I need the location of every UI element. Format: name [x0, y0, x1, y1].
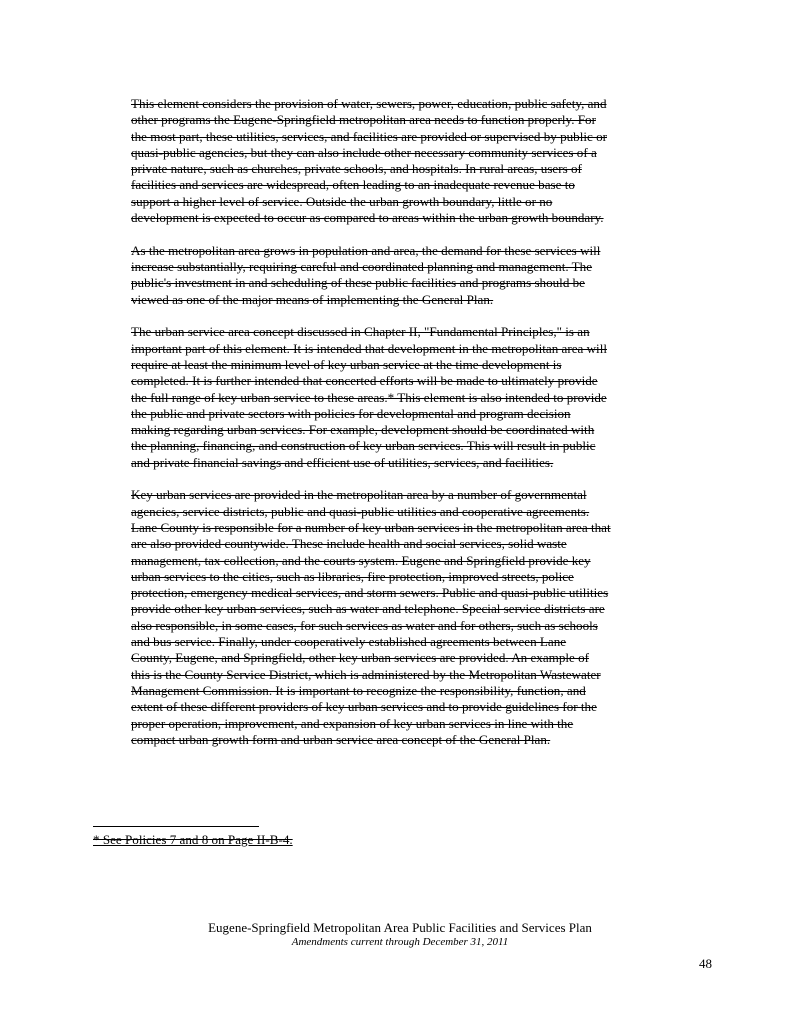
text-line: important part of this element. It is intended that development in the metropolitan area will — [131, 340, 607, 356]
text-line: management, tax collection, and the courts system. Eugene and Springfield provide key — [131, 552, 591, 568]
text-line: private nature, such as churches, private schools, and hospitals. In rural areas, users of — [131, 161, 582, 177]
paragraph — [131, 487, 706, 748]
text-line: require at least the minimum level of key urban service at the time development is — [131, 356, 562, 372]
text-line: Management Commission. It is important to recognize the responsibility, function, and — [131, 682, 586, 698]
footer-subtitle: Amendments current through December 31, 2011 — [291, 936, 509, 948]
page-number: 48 — [699, 956, 712, 971]
text-line: increase substantially, requiring careful and coordinated planning and management. The — [131, 259, 593, 275]
text-line: viewed as one of the major means of implementing the General Plan. — [131, 291, 494, 307]
text-line: Lane County is responsible for a number of key urban services in the metropolitan area that — [131, 520, 611, 535]
text-line: Key urban services are provided in the metropolitan area by a number of governmental — [131, 487, 587, 503]
text-line: the most part, these utilities, services, and facilities are provided or supervised by public or — [131, 128, 607, 144]
text-line: support a higher level of service. Outside the urban growth boundary, little or no — [131, 193, 553, 209]
text-line: facilities and services are widespread, often leading to an inadequate revenue base to — [131, 177, 575, 193]
footnote-divider — [93, 826, 259, 827]
text-line: This element considers the provision of water, sewers, power, education, public safety, and — [131, 96, 607, 111]
text-line: County, Eugene, and Springfield, other key urban services are provided. An example of — [131, 650, 590, 666]
text-line: and private financial savings and efficient use of utilities, services, and facilities. — [131, 454, 554, 470]
text-line: other programs the Eugene-Springfield metropolitan area needs to function properly. For — [131, 112, 596, 128]
text-line: provide other key urban services, such as water and telephone. Special service districts are — [131, 601, 605, 617]
footer-title: Eugene-Springfield Metropolitan Area Public Facilities and Services Plan — [208, 920, 592, 935]
text-line: making regarding urban services. For example, development should be coordinated with — [131, 422, 595, 438]
text-line: The urban service area concept discussed in Chapter II, "Fundamental Principles," is an — [131, 324, 590, 340]
text-line: quasi-public agencies, but they can also include other necessary community services of a — [131, 144, 597, 160]
text-line: agencies, service districts, public and quasi-public utilities and cooperative agreements. — [131, 503, 590, 519]
text-line: proper operation, improvement, and expansion of key urban services in line with the — [131, 715, 574, 731]
paragraph — [131, 243, 706, 308]
text-line: this is the County Service District, which is administered by the Metropolitan Wastewater — [131, 666, 601, 682]
text-line: protection, emergency medical services, and storm sewers. Public and quasi-public utilities — [131, 585, 609, 601]
text-line: are also provided countywide. These include health and social services, solid waste — [131, 536, 567, 552]
body-text — [131, 96, 706, 765]
text-line: also responsible, in some cases, for such services as water and for others, such as schools — [131, 617, 598, 633]
text-line: As the metropolitan area grows in population and area, the demand for these services will — [131, 242, 601, 258]
text-line: the planning, financing, and construction of key urban services. This will result in public — [131, 438, 596, 454]
text-line: and bus service. Finally, under cooperatively established agreements between Lane — [131, 634, 567, 650]
text-line: completed. It is further intended that concerted efforts will be made to ultimately provide — [131, 373, 598, 389]
paragraph — [131, 324, 706, 471]
text-line: development is expected to occur as compared to areas within the urban growth boundary. — [131, 210, 604, 226]
text-line: extent of these different providers of key urban services and to provide guidelines for the — [131, 699, 597, 715]
text-line: urban services to the cities, such as libraries, fire protection, improved streets, police — [131, 568, 574, 584]
text-line: the public and private sectors with policies for developmental and program decision — [131, 405, 571, 421]
footnote: * See Policies 7 and 8 on Page II-B-4. — [93, 832, 293, 847]
paragraph — [131, 96, 706, 226]
text-line: the full range of key urban service to these areas.* This element is also intended to provide — [131, 389, 607, 405]
text-line: public's investment in and scheduling of these public facilities and programs should be — [131, 275, 585, 291]
text-line: compact urban growth form and urban service area concept of the General Plan. — [131, 731, 551, 747]
